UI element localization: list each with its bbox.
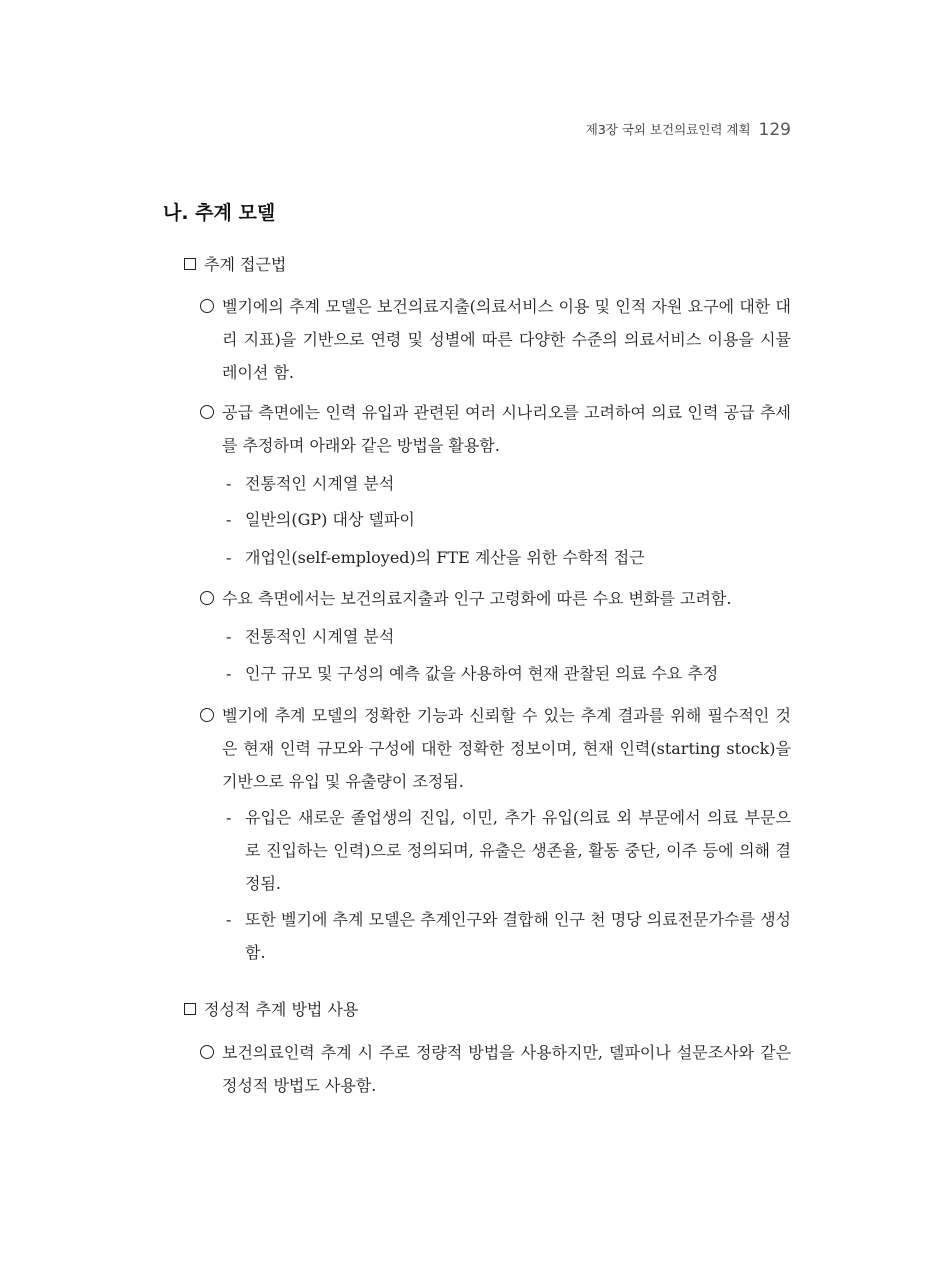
dash-item-text: 일반의(GP) 대상 델파이 — [245, 510, 415, 529]
dash-item — [224, 620, 791, 653]
dash-bullet: - — [226, 510, 232, 529]
dash-item-text: 개업인(self-employed)의 FTE 계산을 위한 수학적 접근 — [245, 548, 645, 567]
topic-heading-approach — [184, 255, 286, 275]
topic-heading-qualitative — [184, 1000, 358, 1020]
circle-item-text: 벨기에의 추계 모델은 보건의료지출(의료서비스 이용 및 인적 자원 요구에 대한 대리 지표)을 기반으로 연령 및 성별에 따른 다양한 수준의 의료서비스 이용을 시뮬레이션 함. — [222, 297, 791, 382]
square-bullet-icon — [184, 258, 196, 270]
topic-heading-text: 정성적 추계 방법 사용 — [204, 1000, 359, 1019]
circle-item-text: 벨기에 추계 모델의 정확한 기능과 신뢰할 수 있는 추계 결과를 위해 필수적인 것은 현재 인력 규모와 구성에 대한 정확한 정보이며, 현재 인력(starting stock)을 기반으로 유입 및 유출량이 조정됨. — [222, 706, 791, 791]
circle-bullet-icon — [200, 591, 214, 605]
running-title: 제3장 국외 보건의료인력 계획 — [585, 122, 751, 137]
square-bullet-icon — [184, 1003, 196, 1015]
dash-item — [224, 541, 791, 574]
circle-bullet-icon — [200, 405, 214, 419]
dash-item-text: 전통적인 시계열 분석 — [245, 474, 395, 493]
dash-bullet: - — [226, 910, 232, 929]
dash-item-text: 전통적인 시계열 분석 — [245, 627, 395, 646]
dash-bullet: - — [226, 548, 232, 567]
dash-item — [224, 801, 791, 900]
running-header — [586, 120, 791, 140]
dash-item-text: 인구 규모 및 구성의 예측 값을 사용하여 현재 관찰된 의료 수요 추정 — [245, 664, 719, 683]
dash-item-text: 유입은 새로운 졸업생의 진입, 이민, 추가 유입(의료 외 부문에서 의료 부문으로 진입하는 인력)으로 정의되며, 유출은 생존율, 활동 중단, 이주 등에 의해 결정됨. — [245, 808, 791, 893]
dash-item — [224, 467, 791, 500]
dash-item — [224, 657, 791, 690]
dash-item — [224, 903, 791, 969]
dash-bullet: - — [226, 664, 232, 683]
circle-bullet-icon — [200, 1045, 214, 1059]
dash-bullet: - — [226, 808, 232, 827]
dash-item-text: 또한 벨기에 추계 모델은 추계인구와 결합해 인구 천 명당 의료전문가수를 생성함. — [245, 910, 791, 962]
topic-heading-text: 추계 접근법 — [204, 255, 287, 274]
circle-item — [200, 699, 791, 798]
dash-bullet: - — [226, 627, 232, 646]
circle-item — [200, 582, 791, 615]
circle-item — [200, 1036, 791, 1102]
circle-item — [200, 396, 791, 462]
dash-item — [224, 503, 791, 536]
circle-bullet-icon — [200, 299, 214, 313]
page-number: 129 — [758, 120, 791, 140]
circle-bullet-icon — [200, 708, 214, 722]
dash-bullet: - — [226, 474, 232, 493]
section-title: 나. 추계 모델 — [163, 202, 276, 224]
circle-item — [200, 290, 791, 389]
circle-item-text: 수요 측면에서는 보건의료지출과 인구 고령화에 따른 수요 변화를 고려함. — [222, 589, 732, 608]
circle-item-text: 공급 측면에는 인력 유입과 관련된 여러 시나리오를 고려하여 의료 인력 공급 추세를 추정하며 아래와 같은 방법을 활용함. — [222, 403, 791, 455]
circle-item-text: 보건의료인력 추계 시 주로 정량적 방법을 사용하지만, 델파이나 설문조사와 같은 정성적 방법도 사용함. — [222, 1043, 791, 1095]
